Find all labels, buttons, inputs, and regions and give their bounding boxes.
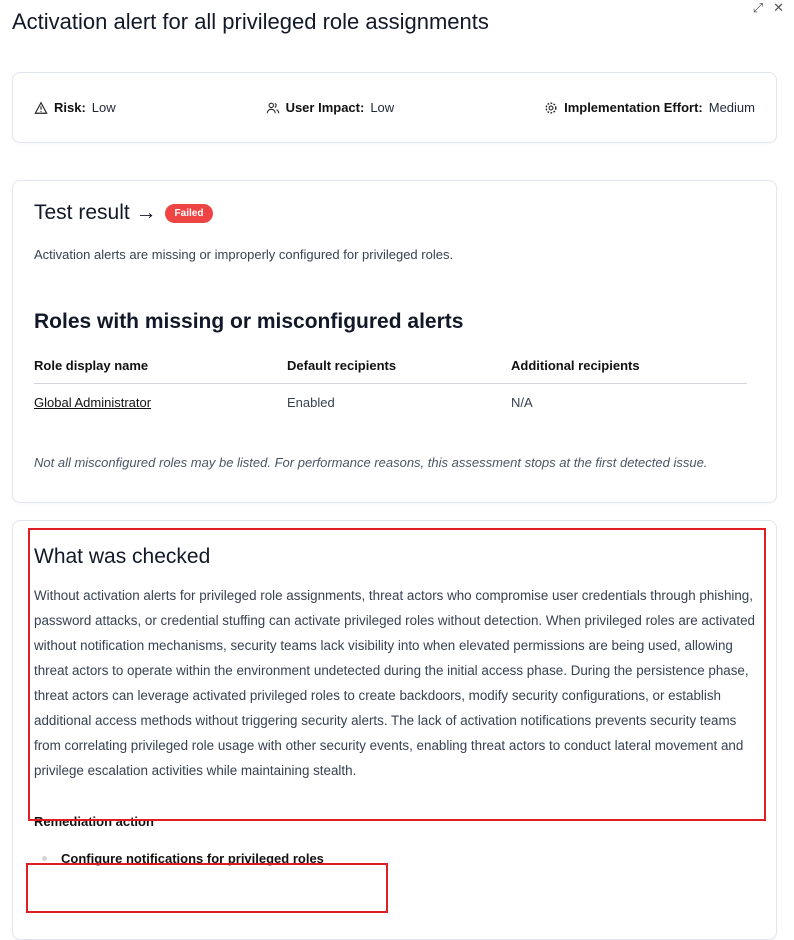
risk-label: Risk: [54, 100, 86, 115]
expand-icon[interactable]: ⤢ [752, 0, 764, 15]
panel-title: Activation alert for all privileged role assignments [12, 9, 489, 34]
checked-description: Without activation alerts for privileged role assignments, threat actors who compromise user credentials through phishing, password attacks, or credential stuffing can activate privileged roles without detection. When privileged roles are activated without notification mechanisms, security teams lack visibility into when elevated permissions are being used, allowing threat actors to operate within the environment undetected during the initial access phase. During the persistence phase, threat actors can leverage activated privileged roles to create backdoors, modify security configurations, or establish additional access methods without triggering security alerts. The lack of activation notifications prevents security teams from correlating privileged role usage with other security events, enabling threat actors to conduct lateral movement and privilege escalation activities while maintaining stealth. [34, 588, 755, 778]
test-result-label: Test result → [34, 201, 157, 224]
bullet-icon [42, 856, 47, 861]
effort-label: Implementation Effort: [564, 100, 703, 115]
additional-recipients-cell: N/A [511, 395, 533, 410]
column-header: Default recipients [287, 352, 511, 384]
warning-icon [34, 101, 48, 115]
remediation-label: Remediation action [34, 814, 154, 829]
gear-icon [544, 101, 558, 115]
users-icon [266, 101, 280, 115]
result-note: Not all misconfigured roles may be listed. For performance reasons, this assessment stops at the first detected issue. [34, 455, 708, 470]
remediation-item [34, 851, 755, 866]
impact-label: User Impact: [285, 100, 365, 115]
risk-value: Low [91, 100, 116, 115]
default-recipients-cell: Enabled [287, 395, 335, 410]
test-result-heading [34, 201, 755, 225]
column-header: Role display name [34, 352, 287, 384]
result-description: Activation alerts are missing or improperly configured for privileged roles. [34, 247, 454, 262]
roles-heading: Roles with missing or misconfigured alerts [34, 310, 464, 333]
impact-value: Low [370, 100, 395, 115]
close-icon[interactable]: ✕ [773, 0, 784, 15]
remediation-link[interactable]: Configure notifications for privileged roles [61, 851, 324, 866]
effort-item [544, 100, 755, 115]
role-link[interactable]: Global Administrator [34, 395, 152, 410]
user-impact-item [266, 100, 395, 115]
what-was-checked-card [12, 520, 777, 940]
summary-card [12, 72, 777, 143]
table-row [34, 384, 747, 422]
column-header: Additional recipients [511, 352, 747, 384]
checked-heading: What was checked [34, 545, 211, 568]
effort-value: Medium [708, 100, 755, 115]
test-result-card [12, 180, 777, 503]
roles-table [34, 352, 747, 421]
risk-item [34, 100, 116, 115]
status-badge: Failed [165, 204, 214, 223]
